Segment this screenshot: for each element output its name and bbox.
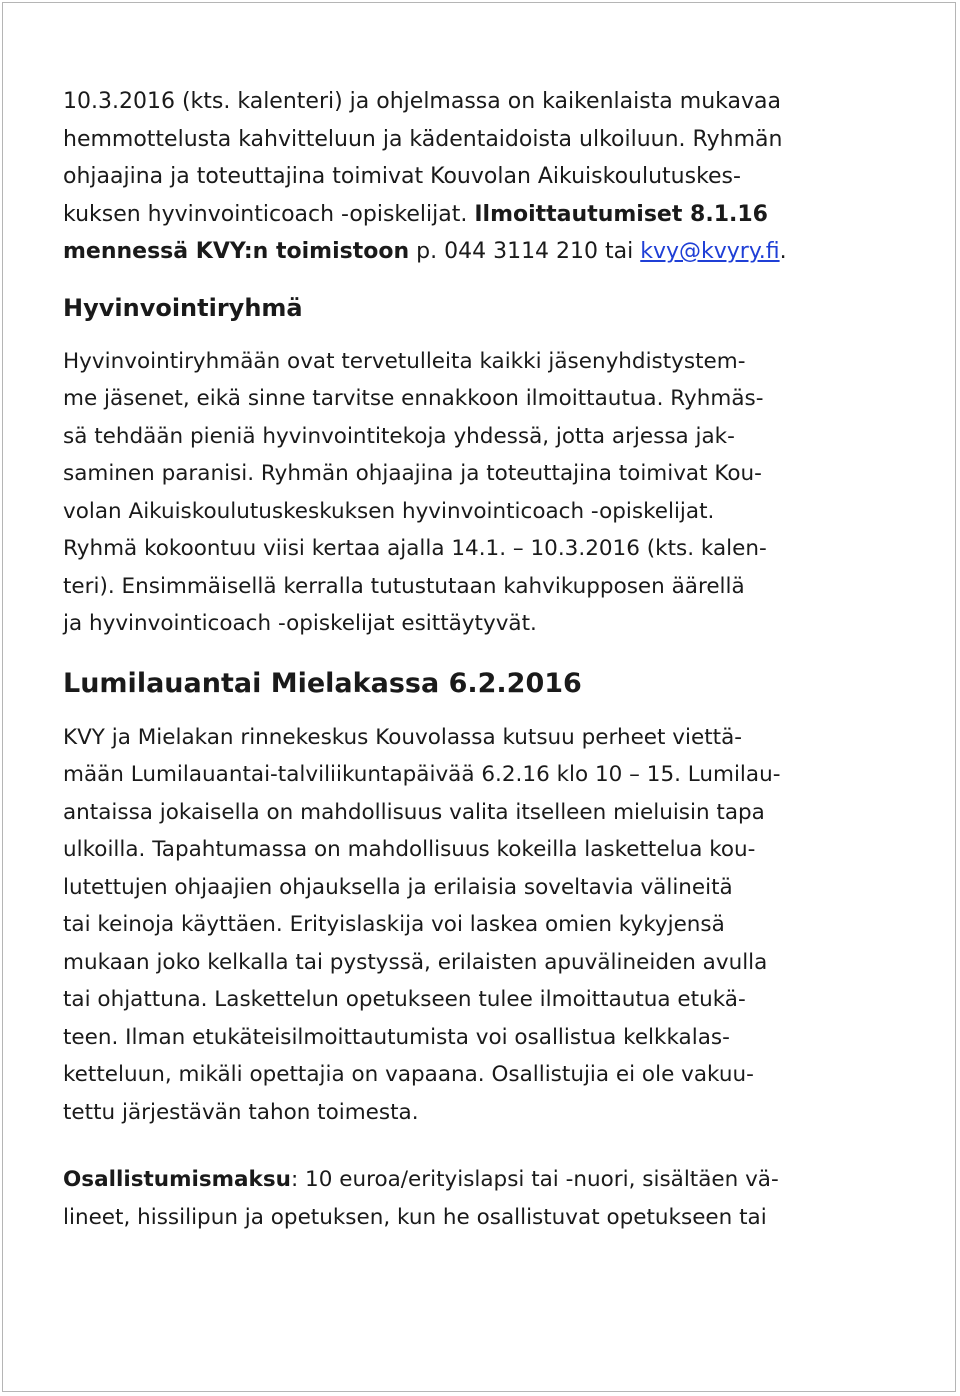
section2-line: teen. Ilman etukäteisilmoittautumista voi osallistua kelkkalas- — [63, 1024, 730, 1050]
section-heading-lumilauantai: Lumilauantai Mielakassa 6.2.2016 — [63, 667, 582, 699]
email-link[interactable]: kvy@kvyry.fi — [640, 239, 780, 264]
section1-paragraph — [63, 343, 903, 643]
section1-line: volan Aikuiskoulutuskeskuksen hyvinvointicoach -opiskelijat. — [63, 498, 715, 524]
section2-line: tai keinoja käyttäen. Erityislaskija voi laskea omien kykyjensä — [63, 912, 725, 937]
registration-deadline: Ilmoittautumiset 8.1.16 — [474, 201, 768, 227]
section2-line: mään Lumilauantai-talviliikuntapäivää 6.2.16 klo 10 – 15. Lumilau- — [63, 762, 781, 787]
section1-line: me jäsenet, eikä sinne tarvitse ennakkoon ilmoittautua. Ryhmäs- — [63, 386, 764, 411]
section2-line: antaissa jokaisella on mahdollisuus valita itselleen mieluisin tapa — [63, 799, 765, 825]
fee-line: lineet, hissilipun ja opetuksen, kun he osallistuvat opetukseen tai — [63, 1204, 767, 1230]
section1-line: ja hyvinvointicoach -opiskelijat esittäytyvät. — [63, 611, 537, 636]
intro-paragraph — [63, 83, 903, 271]
section2-line: mukaan joko kelkalla tai pystyssä, erilaisten apuvälineiden avulla — [63, 949, 768, 975]
section-heading-hyvinvointiryhma: Hyvinvointiryhmä — [63, 293, 303, 322]
intro-line: ohjaajina ja toteuttajina toimivat Kouvolan Aikuiskoulutuskes- — [63, 164, 741, 189]
section1-line: teri). Ensimmäisellä kerralla tutustutaan kahvikupposen äärellä — [63, 573, 745, 599]
document-page — [2, 2, 956, 1392]
intro-line: hemmottelusta kahvitteluun ja kädentaidoista ulkoiluun. Ryhmän — [63, 126, 783, 152]
page-content — [63, 83, 903, 1236]
fee-line: : 10 euroa/erityislapsi tai -nuori, sisältäen vä- — [290, 1167, 779, 1192]
section2-line: tettu järjestävän tahon toimesta. — [63, 1099, 419, 1125]
section1-line: sä tehdään pieniä hyvinvointitekoja yhdessä, jotta arjessa jak- — [63, 423, 735, 449]
section1-line: saminen paranisi. Ryhmän ohjaajina ja toteuttajina toimivat Kou- — [63, 461, 762, 486]
section2-line: ulkoilla. Tapahtumassa on mahdollisuus kokeilla laskettelua kou- — [63, 837, 756, 862]
intro-phone: p. 044 3114 210 tai — [409, 239, 641, 264]
paragraph-gap — [63, 1131, 903, 1161]
section2-line: lutettujen ohjaajien ohjauksella ja erilaisia soveltavia välineitä — [63, 874, 733, 900]
section1-line: Ryhmä kokoontuu viisi kertaa ajalla 14.1. – 10.3.2016 (kts. kalen- — [63, 536, 767, 561]
section1-line: Hyvinvointiryhmään ovat tervetulleita kaikki jäsenyhdistystem- — [63, 348, 746, 374]
intro-line: kuksen hyvinvointicoach -opiskelijat. — [63, 201, 475, 227]
section2-line: KVY ja Mielakan rinnekeskus Kouvolassa kutsuu perheet viettä- — [63, 724, 743, 750]
section2-line: tai ohjattuna. Laskettelun opetukseen tulee ilmoittautua etukä- — [63, 987, 746, 1012]
section2-line: ketteluun, mikäli opettajia on vapaana. Osallistujia ei ole vakuu- — [63, 1062, 754, 1087]
intro-line: 10.3.2016 (kts. kalenteri) ja ohjelmassa on kaikenlaista mukavaa — [63, 89, 781, 114]
registration-office: mennessä KVY:n toimistoon — [63, 239, 410, 264]
section2-paragraph — [63, 719, 903, 1132]
fee-paragraph — [63, 1161, 903, 1236]
intro-period: . — [779, 239, 787, 264]
fee-label: Osallistumismaksu — [63, 1167, 291, 1192]
